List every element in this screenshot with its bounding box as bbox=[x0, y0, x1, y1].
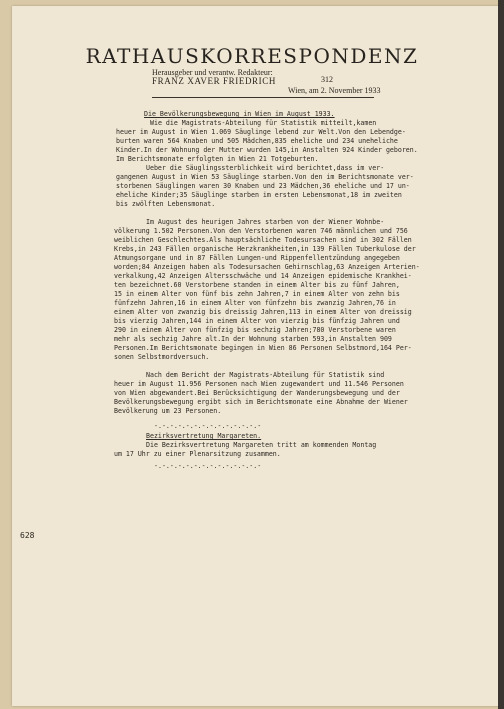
paragraph-line: Nach dem Bericht der Magistrats-Abteilung für Statistik sind bbox=[146, 371, 385, 379]
paragraph-line: mehr als sechzig Jahre alt.In der Wohnung starben 593,in Anstalten 909 bbox=[114, 335, 392, 343]
paragraph-line: bis vierzig Jahren,144 in einem Alter von vierzig bis fünfzig Jahren und bbox=[114, 317, 400, 325]
dateline: Wien, am 2. November 1933 bbox=[288, 86, 381, 95]
paragraph-line: verkalkung,42 Anzeigen Altersschwäche und 14 Anzeigen epidemische Krankhei- bbox=[114, 272, 412, 280]
masthead-title: RATHAUSKORRESPONDENZ bbox=[85, 44, 419, 68]
paragraph-line: Atmungsorgane und in 87 Fällen Lungen-und Rippenfellentzündung angegeben bbox=[114, 254, 400, 262]
paragraph-line: bis zwölften Lebensmonat. bbox=[116, 200, 216, 208]
section-heading: Die Bevölkerungsbewegung in Wien im August 1933. bbox=[144, 110, 335, 118]
paragraph-line: Kinder.In der Wohnung der Mutter wurden 145,in Anstalten 924 Kinder geboren. bbox=[116, 146, 418, 154]
publisher-name: FRANZ XAVER FRIEDRICH bbox=[152, 76, 276, 86]
paragraph-line: um 17 Uhr zu einer Plenarsitzung zusammen. bbox=[114, 450, 281, 458]
section-separator: -.-.-.-.-.-.-.-.-.-.-.-.-.- bbox=[154, 422, 262, 430]
paragraph-line: gangenen August in Wien 53 Säuglinge starben.Von den im Berichtsmonate ver- bbox=[116, 173, 414, 181]
issue-number: 312 bbox=[321, 75, 333, 84]
paragraph-line: Bevölkerung um 23 Personen. bbox=[114, 407, 222, 415]
paragraph-line: heuer im August in Wien 1.069 Säuglinge lebend zur Welt.Von den Lebendge- bbox=[116, 128, 406, 136]
binding-edge bbox=[498, 0, 504, 709]
paragraph-line: Im Berichtsmonate erfolgten in Wien 21 Totgeburten. bbox=[116, 155, 319, 163]
paragraph-line: ten bezeichnet.60 Verstorbene standen in einem Alter bis zu fünf Jahren, bbox=[114, 281, 400, 289]
paragraph-line: Im August des heurigen Jahres starben von der Wiener Wohnbe- bbox=[146, 218, 385, 226]
paragraph-line: Wie die Magistrats-Abteilung für Statistik mitteilt,kamen bbox=[150, 119, 377, 127]
paragraph-line: heuer im August 11.956 Personen nach Wien zugewandert und 11.546 Personen bbox=[114, 380, 404, 388]
paragraph-line: storbenen Säuglingen waren 30 Knaben und 23 Mädchen,36 eheliche und 17 un- bbox=[116, 182, 410, 190]
paragraph-line: burten waren 564 Knaben und 505 Mädchen,835 eheliche und 234 uneheliche bbox=[116, 137, 398, 145]
section-heading: Bezirksvertretung Margareten. bbox=[146, 432, 262, 440]
paragraph-line: 290 in einem Alter von fünfzig bis sechzig Jahren;780 Verstorbene waren bbox=[114, 326, 396, 334]
paragraph-line: Bevölkerungsbewegung ergibt sich im Berichtsmonate eine Abnahme der Wiener bbox=[114, 398, 408, 406]
paragraph-line: Die Bezirksvertretung Margareten tritt am kommenden Montag bbox=[146, 441, 377, 449]
page-number: 628 bbox=[20, 531, 35, 540]
paragraph-line: fünfzehn Jahren,16 in einem Alter von fünfzehn bis zwanzig Jahren,76 in bbox=[114, 299, 396, 307]
paragraph-line: Personen.Im Berichtsmonate begingen in Wien 86 Personen Selbstmord,164 Per- bbox=[114, 344, 412, 352]
publisher-block bbox=[152, 68, 276, 86]
paragraph-line: eheliche Kinder;35 Säuglinge starben im ersten Lebensmonat,18 im zweiten bbox=[116, 191, 402, 199]
paragraph-line: einem Alter von zwanzig bis dreissig Jahren,113 in einem Alter von dreissig bbox=[114, 308, 412, 316]
paragraph-line: 15 in einem Alter von fünf bis zehn Jahren,7 in einem Alter von zehn bis bbox=[114, 290, 400, 298]
paragraph-line: sonen Selbstmordversuch. bbox=[114, 353, 210, 361]
paragraph-line: Krebs,in 243 Fällen organische Herzkrankheiten,in 139 Fällen Tuberkulose der bbox=[114, 245, 416, 253]
paragraph-line: Ueber die Säuglingssterblichkeit wird berichtet,dass im ver- bbox=[146, 164, 385, 172]
paragraph-line: worden;84 Anzeigen haben als Todesursachen Gehirnschlag,63 Anzeigen Arterien- bbox=[114, 263, 420, 271]
publisher-label: Herausgeber und verantw. Redakteur: bbox=[152, 68, 273, 77]
paragraph-line: weiblichen Geschlechtes.Als hauptsächliche Todesursachen sind in 302 Fällen bbox=[114, 236, 412, 244]
section-separator: -.-.-.-.-.-.-.-.-.-.-.-.-.- bbox=[154, 462, 262, 470]
paragraph-line: völkerung 1.502 Personen.Von den Verstorbenen waren 746 männlichen und 756 bbox=[114, 227, 408, 235]
masthead-rule bbox=[152, 97, 374, 98]
paragraph-line: von Wien abgewandert.Bei Berücksichtigung der Wanderungsbewegung und der bbox=[114, 389, 400, 397]
